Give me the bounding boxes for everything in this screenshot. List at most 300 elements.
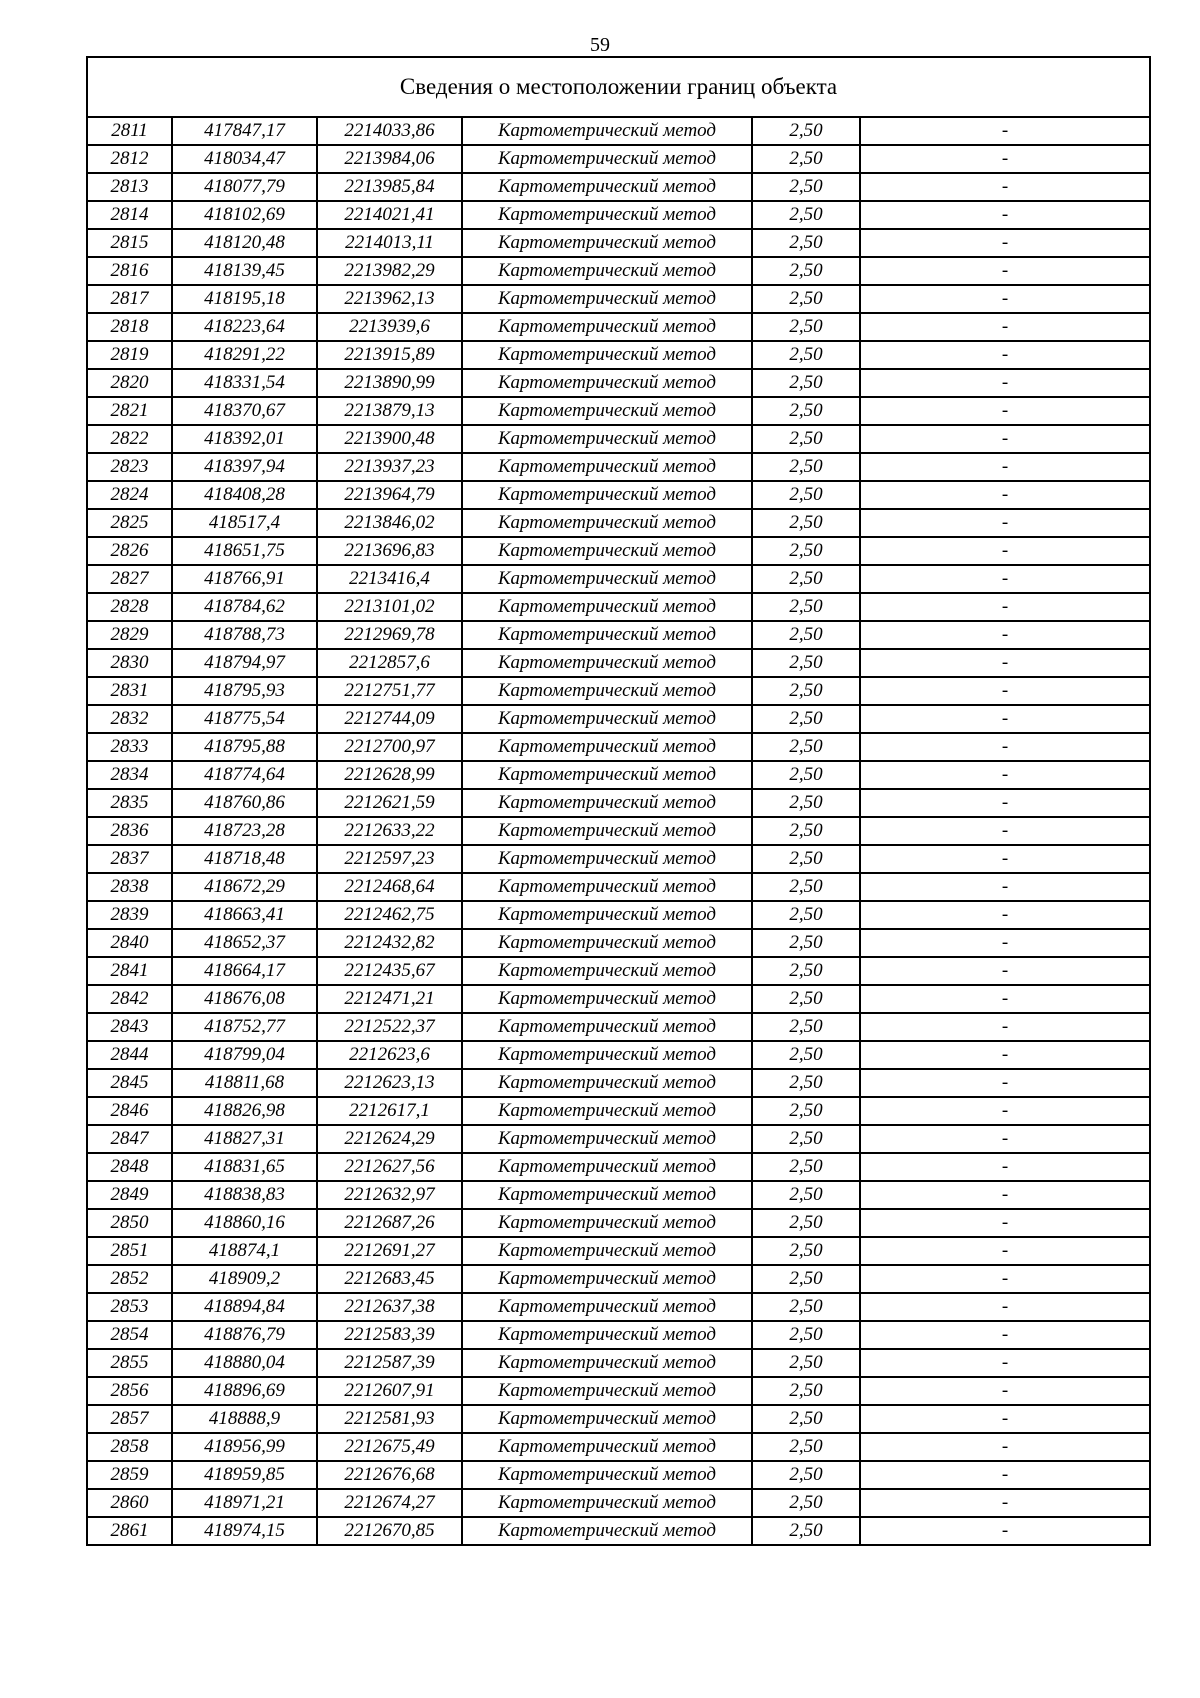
x-coordinate-cell: 418876,79 bbox=[172, 1321, 317, 1349]
y-coordinate-cell: 2212617,1 bbox=[317, 1097, 462, 1125]
method-cell: Картометрический метод bbox=[462, 1181, 752, 1209]
point-number-cell: 2858 bbox=[87, 1433, 172, 1461]
description-cell: - bbox=[860, 537, 1150, 565]
accuracy-cell: 2,50 bbox=[752, 1097, 860, 1125]
table-row bbox=[87, 481, 1150, 509]
description-cell: - bbox=[860, 901, 1150, 929]
y-coordinate-cell: 2213416,4 bbox=[317, 565, 462, 593]
method-cell: Картометрический метод bbox=[462, 1153, 752, 1181]
accuracy-cell: 2,50 bbox=[752, 201, 860, 229]
x-coordinate-cell: 418397,94 bbox=[172, 453, 317, 481]
y-coordinate-cell: 2212623,6 bbox=[317, 1041, 462, 1069]
description-cell: - bbox=[860, 173, 1150, 201]
method-cell: Картометрический метод bbox=[462, 1349, 752, 1377]
description-cell: - bbox=[860, 257, 1150, 285]
point-number-cell: 2840 bbox=[87, 929, 172, 957]
x-coordinate-cell: 418959,85 bbox=[172, 1461, 317, 1489]
y-coordinate-cell: 2212627,56 bbox=[317, 1153, 462, 1181]
point-number-cell: 2843 bbox=[87, 1013, 172, 1041]
table-row bbox=[87, 1181, 1150, 1209]
accuracy-cell: 2,50 bbox=[752, 1433, 860, 1461]
y-coordinate-cell: 2212621,59 bbox=[317, 789, 462, 817]
table-row bbox=[87, 173, 1150, 201]
description-cell: - bbox=[860, 565, 1150, 593]
x-coordinate-cell: 418102,69 bbox=[172, 201, 317, 229]
accuracy-cell: 2,50 bbox=[752, 1489, 860, 1517]
description-cell: - bbox=[860, 1461, 1150, 1489]
accuracy-cell: 2,50 bbox=[752, 117, 860, 145]
x-coordinate-cell: 418723,28 bbox=[172, 817, 317, 845]
y-coordinate-cell: 2212687,26 bbox=[317, 1209, 462, 1237]
method-cell: Картометрический метод bbox=[462, 593, 752, 621]
x-coordinate-cell: 418888,9 bbox=[172, 1405, 317, 1433]
table-row bbox=[87, 733, 1150, 761]
y-coordinate-cell: 2214033,86 bbox=[317, 117, 462, 145]
y-coordinate-cell: 2212633,22 bbox=[317, 817, 462, 845]
description-cell: - bbox=[860, 789, 1150, 817]
description-cell: - bbox=[860, 1153, 1150, 1181]
x-coordinate-cell: 418795,88 bbox=[172, 733, 317, 761]
table-row bbox=[87, 873, 1150, 901]
y-coordinate-cell: 2213696,83 bbox=[317, 537, 462, 565]
accuracy-cell: 2,50 bbox=[752, 1405, 860, 1433]
point-number-cell: 2818 bbox=[87, 313, 172, 341]
y-coordinate-cell: 2213984,06 bbox=[317, 145, 462, 173]
accuracy-cell: 2,50 bbox=[752, 1265, 860, 1293]
accuracy-cell: 2,50 bbox=[752, 1153, 860, 1181]
y-coordinate-cell: 2212624,29 bbox=[317, 1125, 462, 1153]
x-coordinate-cell: 418517,4 bbox=[172, 509, 317, 537]
x-coordinate-cell: 418774,64 bbox=[172, 761, 317, 789]
point-number-cell: 2831 bbox=[87, 677, 172, 705]
y-coordinate-cell: 2213939,6 bbox=[317, 313, 462, 341]
method-cell: Картометрический метод bbox=[462, 649, 752, 677]
accuracy-cell: 2,50 bbox=[752, 1237, 860, 1265]
table-body bbox=[87, 117, 1150, 1545]
description-cell: - bbox=[860, 509, 1150, 537]
accuracy-cell: 2,50 bbox=[752, 929, 860, 957]
method-cell: Картометрический метод bbox=[462, 313, 752, 341]
y-coordinate-cell: 2212581,93 bbox=[317, 1405, 462, 1433]
point-number-cell: 2841 bbox=[87, 957, 172, 985]
method-cell: Картометрический метод bbox=[462, 481, 752, 509]
y-coordinate-cell: 2212468,64 bbox=[317, 873, 462, 901]
table-row bbox=[87, 929, 1150, 957]
y-coordinate-cell: 2212691,27 bbox=[317, 1237, 462, 1265]
method-cell: Картометрический метод bbox=[462, 1405, 752, 1433]
table-row bbox=[87, 1069, 1150, 1097]
y-coordinate-cell: 2212675,49 bbox=[317, 1433, 462, 1461]
x-coordinate-cell: 418860,16 bbox=[172, 1209, 317, 1237]
accuracy-cell: 2,50 bbox=[752, 1041, 860, 1069]
method-cell: Картометрический метод bbox=[462, 1433, 752, 1461]
y-coordinate-cell: 2212623,13 bbox=[317, 1069, 462, 1097]
x-coordinate-cell: 418794,97 bbox=[172, 649, 317, 677]
description-cell: - bbox=[860, 481, 1150, 509]
accuracy-cell: 2,50 bbox=[752, 677, 860, 705]
y-coordinate-cell: 2212683,45 bbox=[317, 1265, 462, 1293]
method-cell: Картометрический метод bbox=[462, 1489, 752, 1517]
accuracy-cell: 2,50 bbox=[752, 341, 860, 369]
accuracy-cell: 2,50 bbox=[752, 397, 860, 425]
point-number-cell: 2845 bbox=[87, 1069, 172, 1097]
accuracy-cell: 2,50 bbox=[752, 761, 860, 789]
method-cell: Картометрический метод bbox=[462, 341, 752, 369]
accuracy-cell: 2,50 bbox=[752, 733, 860, 761]
page-number: 59 bbox=[590, 34, 610, 56]
point-number-cell: 2819 bbox=[87, 341, 172, 369]
table-row bbox=[87, 1293, 1150, 1321]
x-coordinate-cell: 418663,41 bbox=[172, 901, 317, 929]
point-number-cell: 2828 bbox=[87, 593, 172, 621]
accuracy-cell: 2,50 bbox=[752, 1321, 860, 1349]
description-cell: - bbox=[860, 1293, 1150, 1321]
method-cell: Картометрический метод bbox=[462, 453, 752, 481]
description-cell: - bbox=[860, 873, 1150, 901]
point-number-cell: 2824 bbox=[87, 481, 172, 509]
table-row bbox=[87, 649, 1150, 677]
description-cell: - bbox=[860, 229, 1150, 257]
y-coordinate-cell: 2212744,09 bbox=[317, 705, 462, 733]
x-coordinate-cell: 418831,65 bbox=[172, 1153, 317, 1181]
point-number-cell: 2835 bbox=[87, 789, 172, 817]
y-coordinate-cell: 2213937,23 bbox=[317, 453, 462, 481]
method-cell: Картометрический метод bbox=[462, 537, 752, 565]
x-coordinate-cell: 418652,37 bbox=[172, 929, 317, 957]
point-number-cell: 2811 bbox=[87, 117, 172, 145]
x-coordinate-cell: 418838,83 bbox=[172, 1181, 317, 1209]
x-coordinate-cell: 418896,69 bbox=[172, 1377, 317, 1405]
point-number-cell: 2857 bbox=[87, 1405, 172, 1433]
table-row bbox=[87, 1237, 1150, 1265]
method-cell: Картометрический метод bbox=[462, 173, 752, 201]
accuracy-cell: 2,50 bbox=[752, 593, 860, 621]
table-row bbox=[87, 257, 1150, 285]
description-cell: - bbox=[860, 761, 1150, 789]
y-coordinate-cell: 2213900,48 bbox=[317, 425, 462, 453]
point-number-cell: 2853 bbox=[87, 1293, 172, 1321]
y-coordinate-cell: 2214021,41 bbox=[317, 201, 462, 229]
y-coordinate-cell: 2213915,89 bbox=[317, 341, 462, 369]
accuracy-cell: 2,50 bbox=[752, 1181, 860, 1209]
point-number-cell: 2859 bbox=[87, 1461, 172, 1489]
point-number-cell: 2848 bbox=[87, 1153, 172, 1181]
table-row bbox=[87, 509, 1150, 537]
description-cell: - bbox=[860, 285, 1150, 313]
table-row bbox=[87, 1489, 1150, 1517]
point-number-cell: 2844 bbox=[87, 1041, 172, 1069]
description-cell: - bbox=[860, 929, 1150, 957]
table-row bbox=[87, 201, 1150, 229]
x-coordinate-cell: 418392,01 bbox=[172, 425, 317, 453]
table-row bbox=[87, 285, 1150, 313]
point-number-cell: 2837 bbox=[87, 845, 172, 873]
point-number-cell: 2833 bbox=[87, 733, 172, 761]
description-cell: - bbox=[860, 397, 1150, 425]
x-coordinate-cell: 418223,64 bbox=[172, 313, 317, 341]
accuracy-cell: 2,50 bbox=[752, 537, 860, 565]
accuracy-cell: 2,50 bbox=[752, 621, 860, 649]
description-cell: - bbox=[860, 1069, 1150, 1097]
x-coordinate-cell: 418291,22 bbox=[172, 341, 317, 369]
point-number-cell: 2825 bbox=[87, 509, 172, 537]
accuracy-cell: 2,50 bbox=[752, 1069, 860, 1097]
table-row bbox=[87, 1377, 1150, 1405]
point-number-cell: 2860 bbox=[87, 1489, 172, 1517]
accuracy-cell: 2,50 bbox=[752, 509, 860, 537]
table-row bbox=[87, 1209, 1150, 1237]
accuracy-cell: 2,50 bbox=[752, 313, 860, 341]
table-title: Сведения о местоположении границ объекта bbox=[87, 57, 1150, 117]
point-number-cell: 2830 bbox=[87, 649, 172, 677]
x-coordinate-cell: 418874,1 bbox=[172, 1237, 317, 1265]
point-number-cell: 2850 bbox=[87, 1209, 172, 1237]
table-title-row bbox=[87, 57, 1150, 117]
y-coordinate-cell: 2212857,6 bbox=[317, 649, 462, 677]
accuracy-cell: 2,50 bbox=[752, 257, 860, 285]
x-coordinate-cell: 418718,48 bbox=[172, 845, 317, 873]
boundary-coordinates-table bbox=[86, 56, 1151, 1546]
description-cell: - bbox=[860, 1237, 1150, 1265]
y-coordinate-cell: 2212597,23 bbox=[317, 845, 462, 873]
table-row bbox=[87, 1321, 1150, 1349]
y-coordinate-cell: 2214013,11 bbox=[317, 229, 462, 257]
table-row bbox=[87, 453, 1150, 481]
method-cell: Картометрический метод bbox=[462, 201, 752, 229]
y-coordinate-cell: 2213982,29 bbox=[317, 257, 462, 285]
description-cell: - bbox=[860, 117, 1150, 145]
accuracy-cell: 2,50 bbox=[752, 425, 860, 453]
description-cell: - bbox=[860, 1041, 1150, 1069]
accuracy-cell: 2,50 bbox=[752, 1293, 860, 1321]
description-cell: - bbox=[860, 1321, 1150, 1349]
accuracy-cell: 2,50 bbox=[752, 1125, 860, 1153]
accuracy-cell: 2,50 bbox=[752, 229, 860, 257]
x-coordinate-cell: 418784,62 bbox=[172, 593, 317, 621]
description-cell: - bbox=[860, 593, 1150, 621]
method-cell: Картометрический метод bbox=[462, 761, 752, 789]
x-coordinate-cell: 418034,47 bbox=[172, 145, 317, 173]
method-cell: Картометрический метод bbox=[462, 1069, 752, 1097]
x-coordinate-cell: 418408,28 bbox=[172, 481, 317, 509]
description-cell: - bbox=[860, 1517, 1150, 1545]
point-number-cell: 2842 bbox=[87, 985, 172, 1013]
y-coordinate-cell: 2213101,02 bbox=[317, 593, 462, 621]
description-cell: - bbox=[860, 1489, 1150, 1517]
accuracy-cell: 2,50 bbox=[752, 565, 860, 593]
description-cell: - bbox=[860, 649, 1150, 677]
method-cell: Картометрический метод bbox=[462, 901, 752, 929]
point-number-cell: 2839 bbox=[87, 901, 172, 929]
x-coordinate-cell: 418760,86 bbox=[172, 789, 317, 817]
method-cell: Картометрический метод bbox=[462, 1461, 752, 1489]
x-coordinate-cell: 418651,75 bbox=[172, 537, 317, 565]
point-number-cell: 2816 bbox=[87, 257, 172, 285]
x-coordinate-cell: 418139,45 bbox=[172, 257, 317, 285]
method-cell: Картометрический метод bbox=[462, 1013, 752, 1041]
description-cell: - bbox=[860, 1349, 1150, 1377]
method-cell: Картометрический метод bbox=[462, 1293, 752, 1321]
point-number-cell: 2827 bbox=[87, 565, 172, 593]
method-cell: Картометрический метод bbox=[462, 817, 752, 845]
point-number-cell: 2856 bbox=[87, 1377, 172, 1405]
method-cell: Картометрический метод bbox=[462, 1265, 752, 1293]
x-coordinate-cell: 418676,08 bbox=[172, 985, 317, 1013]
method-cell: Картометрический метод bbox=[462, 1097, 752, 1125]
table-row bbox=[87, 1097, 1150, 1125]
y-coordinate-cell: 2212471,21 bbox=[317, 985, 462, 1013]
table-row bbox=[87, 1461, 1150, 1489]
description-cell: - bbox=[860, 1405, 1150, 1433]
table-row bbox=[87, 565, 1150, 593]
accuracy-cell: 2,50 bbox=[752, 369, 860, 397]
table-row bbox=[87, 1013, 1150, 1041]
method-cell: Картометрический метод bbox=[462, 425, 752, 453]
method-cell: Картометрический метод bbox=[462, 621, 752, 649]
method-cell: Картометрический метод bbox=[462, 1209, 752, 1237]
method-cell: Картометрический метод bbox=[462, 1041, 752, 1069]
description-cell: - bbox=[860, 1377, 1150, 1405]
accuracy-cell: 2,50 bbox=[752, 173, 860, 201]
y-coordinate-cell: 2212432,82 bbox=[317, 929, 462, 957]
x-coordinate-cell: 418775,54 bbox=[172, 705, 317, 733]
point-number-cell: 2822 bbox=[87, 425, 172, 453]
accuracy-cell: 2,50 bbox=[752, 481, 860, 509]
x-coordinate-cell: 418795,93 bbox=[172, 677, 317, 705]
table-row bbox=[87, 789, 1150, 817]
description-cell: - bbox=[860, 621, 1150, 649]
method-cell: Картометрический метод bbox=[462, 1321, 752, 1349]
accuracy-cell: 2,50 bbox=[752, 1349, 860, 1377]
accuracy-cell: 2,50 bbox=[752, 789, 860, 817]
point-number-cell: 2838 bbox=[87, 873, 172, 901]
y-coordinate-cell: 2213962,13 bbox=[317, 285, 462, 313]
description-cell: - bbox=[860, 677, 1150, 705]
table-row bbox=[87, 901, 1150, 929]
method-cell: Картометрический метод bbox=[462, 145, 752, 173]
accuracy-cell: 2,50 bbox=[752, 957, 860, 985]
description-cell: - bbox=[860, 985, 1150, 1013]
method-cell: Картометрический метод bbox=[462, 873, 752, 901]
y-coordinate-cell: 2212676,68 bbox=[317, 1461, 462, 1489]
table-row bbox=[87, 705, 1150, 733]
x-coordinate-cell: 418799,04 bbox=[172, 1041, 317, 1069]
method-cell: Картометрический метод bbox=[462, 509, 752, 537]
table-row bbox=[87, 117, 1150, 145]
y-coordinate-cell: 2212670,85 bbox=[317, 1517, 462, 1545]
x-coordinate-cell: 418370,67 bbox=[172, 397, 317, 425]
description-cell: - bbox=[860, 845, 1150, 873]
description-cell: - bbox=[860, 425, 1150, 453]
description-cell: - bbox=[860, 1181, 1150, 1209]
table-row bbox=[87, 845, 1150, 873]
y-coordinate-cell: 2213879,13 bbox=[317, 397, 462, 425]
description-cell: - bbox=[860, 817, 1150, 845]
description-cell: - bbox=[860, 1265, 1150, 1293]
x-coordinate-cell: 418752,77 bbox=[172, 1013, 317, 1041]
y-coordinate-cell: 2212628,99 bbox=[317, 761, 462, 789]
method-cell: Картометрический метод bbox=[462, 397, 752, 425]
x-coordinate-cell: 418077,79 bbox=[172, 173, 317, 201]
x-coordinate-cell: 418909,2 bbox=[172, 1265, 317, 1293]
point-number-cell: 2832 bbox=[87, 705, 172, 733]
point-number-cell: 2812 bbox=[87, 145, 172, 173]
accuracy-cell: 2,50 bbox=[752, 285, 860, 313]
method-cell: Картометрический метод bbox=[462, 985, 752, 1013]
accuracy-cell: 2,50 bbox=[752, 1209, 860, 1237]
description-cell: - bbox=[860, 313, 1150, 341]
x-coordinate-cell: 418974,15 bbox=[172, 1517, 317, 1545]
table-row bbox=[87, 537, 1150, 565]
y-coordinate-cell: 2212522,37 bbox=[317, 1013, 462, 1041]
x-coordinate-cell: 418664,17 bbox=[172, 957, 317, 985]
y-coordinate-cell: 2212632,97 bbox=[317, 1181, 462, 1209]
x-coordinate-cell: 418827,31 bbox=[172, 1125, 317, 1153]
accuracy-cell: 2,50 bbox=[752, 145, 860, 173]
point-number-cell: 2815 bbox=[87, 229, 172, 257]
point-number-cell: 2834 bbox=[87, 761, 172, 789]
y-coordinate-cell: 2213964,79 bbox=[317, 481, 462, 509]
x-coordinate-cell: 417847,17 bbox=[172, 117, 317, 145]
description-cell: - bbox=[860, 369, 1150, 397]
accuracy-cell: 2,50 bbox=[752, 1517, 860, 1545]
y-coordinate-cell: 2212587,39 bbox=[317, 1349, 462, 1377]
y-coordinate-cell: 2212607,91 bbox=[317, 1377, 462, 1405]
x-coordinate-cell: 418811,68 bbox=[172, 1069, 317, 1097]
x-coordinate-cell: 418880,04 bbox=[172, 1349, 317, 1377]
method-cell: Картометрический метод bbox=[462, 565, 752, 593]
point-number-cell: 2821 bbox=[87, 397, 172, 425]
table-row bbox=[87, 1405, 1150, 1433]
point-number-cell: 2817 bbox=[87, 285, 172, 313]
point-number-cell: 2852 bbox=[87, 1265, 172, 1293]
point-number-cell: 2849 bbox=[87, 1181, 172, 1209]
point-number-cell: 2851 bbox=[87, 1237, 172, 1265]
x-coordinate-cell: 418788,73 bbox=[172, 621, 317, 649]
table-row bbox=[87, 1125, 1150, 1153]
table-row bbox=[87, 341, 1150, 369]
accuracy-cell: 2,50 bbox=[752, 901, 860, 929]
description-cell: - bbox=[860, 1209, 1150, 1237]
method-cell: Картометрический метод bbox=[462, 845, 752, 873]
x-coordinate-cell: 418766,91 bbox=[172, 565, 317, 593]
table-row bbox=[87, 1433, 1150, 1461]
table-row bbox=[87, 397, 1150, 425]
accuracy-cell: 2,50 bbox=[752, 649, 860, 677]
point-number-cell: 2829 bbox=[87, 621, 172, 649]
accuracy-cell: 2,50 bbox=[752, 1461, 860, 1489]
accuracy-cell: 2,50 bbox=[752, 453, 860, 481]
description-cell: - bbox=[860, 145, 1150, 173]
description-cell: - bbox=[860, 453, 1150, 481]
y-coordinate-cell: 2212583,39 bbox=[317, 1321, 462, 1349]
table-row bbox=[87, 957, 1150, 985]
table-row bbox=[87, 1041, 1150, 1069]
point-number-cell: 2826 bbox=[87, 537, 172, 565]
method-cell: Картометрический метод bbox=[462, 677, 752, 705]
description-cell: - bbox=[860, 705, 1150, 733]
y-coordinate-cell: 2212637,38 bbox=[317, 1293, 462, 1321]
y-coordinate-cell: 2213846,02 bbox=[317, 509, 462, 537]
x-coordinate-cell: 418120,48 bbox=[172, 229, 317, 257]
method-cell: Картометрический метод bbox=[462, 957, 752, 985]
table-row bbox=[87, 1349, 1150, 1377]
method-cell: Картометрический метод bbox=[462, 229, 752, 257]
point-number-cell: 2823 bbox=[87, 453, 172, 481]
method-cell: Картометрический метод bbox=[462, 733, 752, 761]
table-row bbox=[87, 1265, 1150, 1293]
accuracy-cell: 2,50 bbox=[752, 817, 860, 845]
